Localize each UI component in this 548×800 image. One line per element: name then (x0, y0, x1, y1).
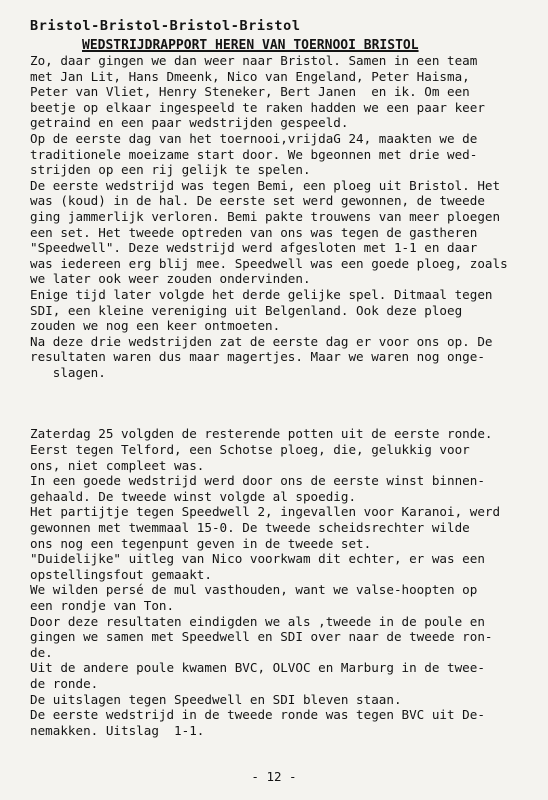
section-saturday-report (30, 426, 528, 738)
text-line: gewonnen met twemmaal 15-0. De tweede scheidsrechter wilde (30, 520, 470, 536)
text-line: nemakken. Uitslag 1-1. (30, 722, 205, 738)
text-line: De eerste wedstrijd was tegen Bemi, een ploeg uit Bristol. Het (30, 177, 501, 193)
text-line: Uit de andere poule kwamen BVC, OLVOC en Marburg in de twee- (30, 660, 485, 676)
text-line: getraind en een paar wedstrijden gespeeld. (30, 115, 349, 131)
report-subtitle: WEDSTRIJDRAPPORT HEREN VAN TOERNOOI BRISTOL (82, 38, 419, 53)
text-line: slagen. (30, 364, 106, 380)
text-line: Peter van Vliet, Henry Steneker, Bert Janen en ik. Om een (30, 84, 470, 100)
text-line: beetje op elkaar ingespeeld te raken hadden we een paar keer (30, 99, 485, 115)
text-line: "Duidelijke" uitleg van Nico voorkwam dit echter, er was een (30, 551, 485, 567)
text-line: traditionele moeizame start door. We bgeonnen met drie wed- (30, 146, 478, 162)
text-line: "Speedwell". Deze wedstrijd werd afgesloten met 1-1 en daar (30, 240, 478, 256)
section-friday-report (30, 53, 528, 380)
page-number: - 12 - (251, 769, 297, 784)
text-line: zouden we nog een keer ontmoeten. (30, 318, 281, 334)
text-line: We wilden persé de mul vasthouden, want we valse-hoopten op (30, 582, 478, 598)
text-line: Op de eerste dag van het toernooi,vrijdaG 24, maakten we de (30, 130, 478, 146)
text-line: gehaald. De tweede winst volgde al spoedig. (30, 488, 357, 504)
text-line: Het partijtje tegen Speedwell 2, ingevallen voor Karanoi, werd (30, 504, 501, 520)
text-line: opstellingsfout gemaakt. (30, 566, 212, 582)
text-line: De eerste wedstrijd in de tweede ronde was tegen BVC uit De- (30, 707, 485, 723)
text-line: Na deze drie wedstrijden zat de eerste dag er voor ons op. De (30, 333, 493, 349)
text-line: Zaterdag 25 volgden de resterende potten uit de eerste ronde. (30, 426, 493, 442)
text-line: strijden op een rij gelijk te spelen. (30, 162, 311, 178)
text-line: we later ook weer zouden ondervinden. (30, 271, 311, 287)
text-line: Eerst tegen Telford, een Schotse ploeg, die, gelukkig voor (30, 442, 470, 458)
text-line: Zo, daar gingen we dan weer naar Bristol. Samen in een team (30, 53, 478, 68)
text-line: gingen we samen met Speedwell en SDI over naar de tweede ron- (30, 629, 493, 645)
text-line: SDI, een kleine vereniging uit Belgenland. Ook deze ploeg (30, 302, 463, 318)
text-line: de. (30, 644, 53, 660)
section-gap (30, 380, 528, 426)
text-line: resultaten waren dus maar magertjes. Maar we waren nog onge- (30, 349, 485, 365)
text-line: ons nog een tegenpunt geven in de tweede set. (30, 535, 372, 551)
text-line: ons, niet compleet was. (30, 457, 205, 473)
text-line: ging jammerlijk verloren. Bemi pakte trouwens van meer ploegen (30, 208, 501, 224)
text-line: Enige tijd later volgde het derde gelijke spel. Ditmaal tegen (30, 286, 493, 302)
text-line: een rondje van Ton. (30, 598, 175, 613)
page-header-title: Bristol-Bristol-Bristol-Bristol (30, 18, 301, 34)
text-line: was iedereen erg blij mee. Speedwell was een goede ploeg, zoals (30, 255, 508, 271)
text-line: In een goede wedstrijd werd door ons de eerste winst binnen- (30, 473, 485, 489)
text-line: was (koud) in de hal. De eerste set werd gewonnen, de tweede (30, 193, 485, 209)
text-line: Door deze resultaten eindigden we als ,tweede in de poule en (30, 613, 485, 629)
text-line: de ronde. (30, 675, 99, 691)
text-line: met Jan Lit, Hans Dmeenk, Nico van Engeland, Peter Haisma, (30, 68, 470, 84)
text-line: De uitslagen tegen Speedwell en SDI bleven staan. (30, 691, 402, 707)
text-line: een set. Het tweede optreden van ons was tegen de gastheren (30, 224, 478, 240)
